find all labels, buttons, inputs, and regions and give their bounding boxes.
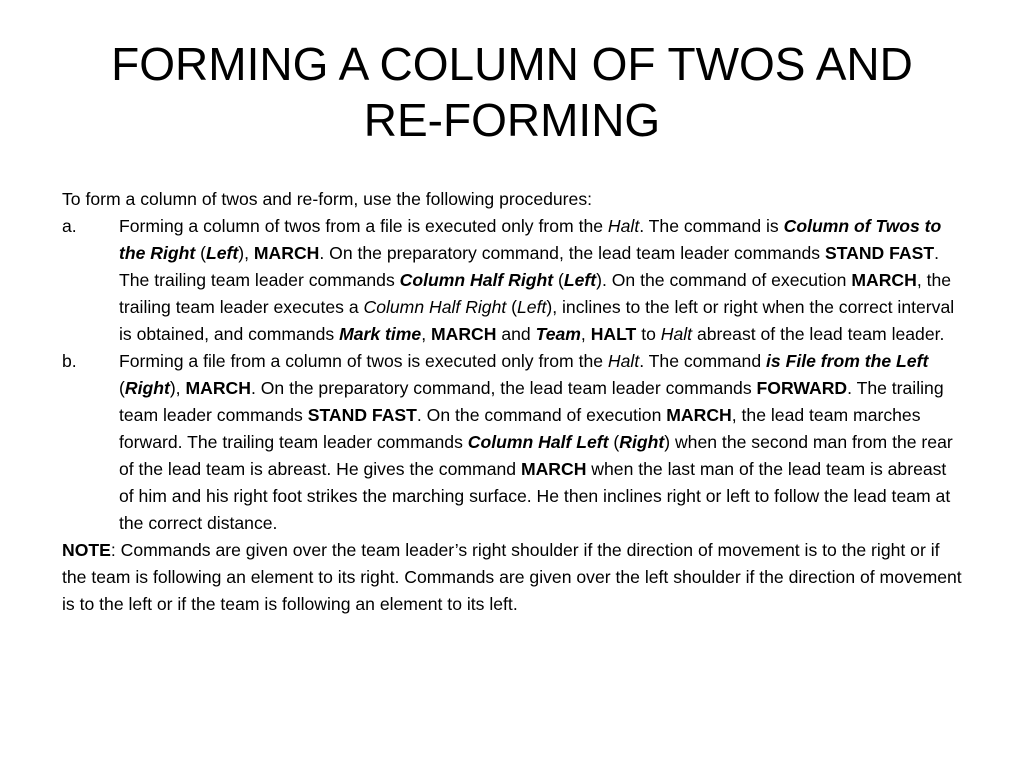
text-run: to	[636, 324, 661, 344]
title-line-1: FORMING A COLUMN OF TWOS AND	[111, 38, 913, 90]
item-marker: a.	[62, 216, 77, 236]
command-text: Right	[124, 378, 170, 398]
page-title	[40, 36, 984, 148]
note-paragraph	[62, 537, 962, 618]
text-run: Forming a column of twos from a file is executed only from the	[119, 216, 608, 236]
text-run: ),	[169, 378, 186, 398]
item-text	[119, 213, 962, 348]
text-run: Column Half Right	[363, 297, 507, 317]
text-run: when the last man of the lead team is abreast of him and his right foot strikes the marching surface. He then inclines right or left to follow the lead team at the correct distance.	[119, 459, 951, 533]
text-run: ),	[238, 243, 254, 263]
text-run: Halt	[607, 351, 640, 371]
text-run: (	[195, 243, 206, 263]
command-text: Team	[535, 324, 581, 344]
text-run: . The command is	[639, 216, 784, 236]
item-text	[119, 348, 962, 537]
text-run: Left	[517, 297, 547, 317]
procedure-item-a	[62, 213, 962, 348]
text-run: Halt	[607, 216, 640, 236]
command-text: MARCH	[253, 243, 320, 263]
note-label: NOTE	[62, 540, 111, 560]
text-run: (	[553, 270, 564, 290]
title-line-2: RE-FORMING	[363, 94, 661, 146]
command-text: Column Half Left	[467, 432, 609, 452]
text-run: ,	[580, 324, 591, 344]
text-run: . On the preparatory command, the lead team leader commands	[250, 378, 757, 398]
text-run: , the trailing team leader executes a	[119, 270, 952, 317]
text-run: ,	[421, 324, 431, 344]
text-run: (	[506, 297, 518, 317]
command-text: Mark time	[339, 324, 422, 344]
command-text: MARCH	[851, 270, 917, 290]
slide-body	[62, 186, 962, 618]
command-text: Column of Twos to the Right	[119, 216, 942, 263]
text-run: , the lead team marches forward. The trailing team leader commands	[119, 405, 921, 452]
command-text: Right	[619, 432, 665, 452]
text-run: abreast of the lead team leader.	[692, 324, 945, 344]
text-run: . The command	[639, 351, 767, 371]
text-run: . The trailing team leader commands	[119, 243, 939, 290]
text-run: (	[608, 432, 620, 452]
procedure-item-b	[62, 348, 962, 537]
command-text: MARCH	[430, 324, 497, 344]
command-text: Column Half Right	[399, 270, 554, 290]
command-text: is File from the Left	[766, 351, 929, 371]
text-run: ), inclines to the left or right when the correct interval is obtained, and commands	[119, 297, 955, 344]
item-marker: b.	[62, 351, 77, 371]
text-run: (	[119, 378, 125, 398]
text-run: . On the preparatory command, the lead team leader commands	[319, 243, 825, 263]
command-text: STAND FAST	[824, 243, 935, 263]
command-text: HALT	[590, 324, 637, 344]
command-text: MARCH	[185, 378, 251, 398]
command-text: FORWARD	[756, 378, 848, 398]
text-run: ) when the second man from the rear of the lead team is abreast. He gives the command	[119, 432, 953, 479]
intro-text: To form a column of twos and re-form, use the following procedures:	[62, 189, 593, 209]
command-text: STAND FAST	[307, 405, 417, 425]
text-run: . The trailing team leader commands	[119, 378, 944, 425]
command-text: Left	[205, 243, 239, 263]
text-run: and	[496, 324, 536, 344]
text-run: Forming a file from a column of twos is executed only from the	[119, 351, 608, 371]
text-run: . On the command of execution	[416, 405, 667, 425]
command-text: Left	[563, 270, 597, 290]
command-text: MARCH	[666, 405, 732, 425]
note-text: : Commands are given over the team leader’s right shoulder if the direction of movement is to the right or if the team is following an element to its right. Commands are given over the left shoulder if the direction of movement is to the left or if the team is following an element to its left.	[62, 540, 962, 614]
text-run: Halt	[660, 324, 693, 344]
command-text: MARCH	[520, 459, 587, 479]
text-run: ). On the command of execution	[596, 270, 852, 290]
